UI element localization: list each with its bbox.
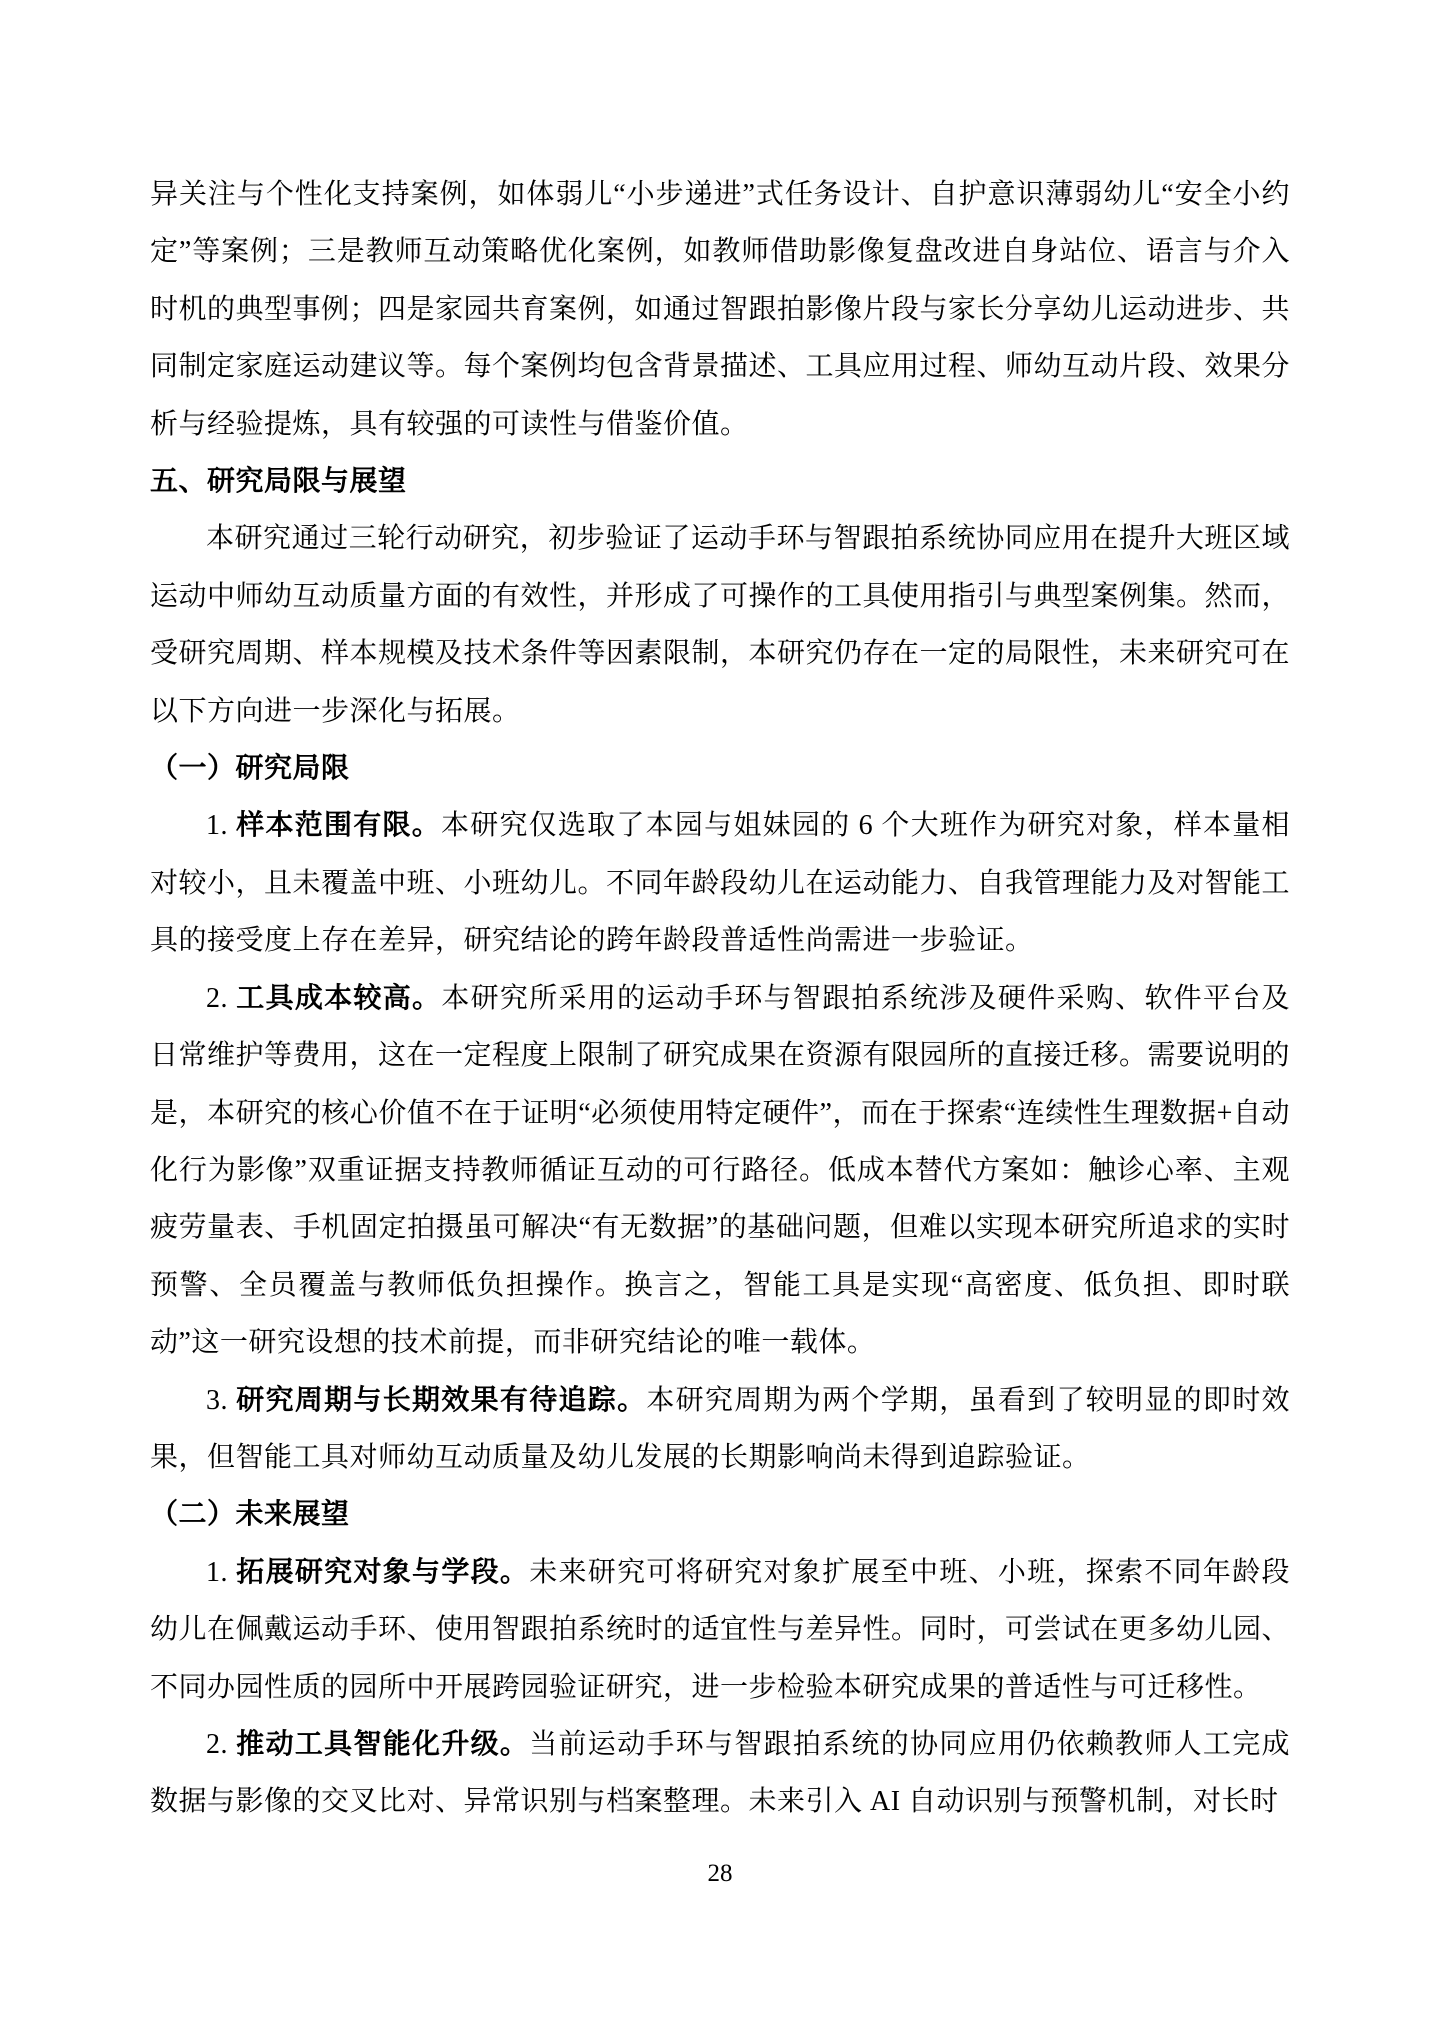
paragraph bbox=[150, 1716, 1290, 1831]
bold-text-run: 推动工具智能化升级。 bbox=[236, 1728, 530, 1760]
page-number: 28 bbox=[707, 1860, 733, 1887]
paragraph bbox=[150, 1544, 1290, 1716]
bold-text-run: 工具成本较高。 bbox=[236, 982, 442, 1014]
text-run: 异关注与个性化支持案例，如体弱儿“小步递进”式任务设计、自护意识薄弱幼儿“安全小约定”等案例；三是教师互动策略优化案例，如教师借助影像复盘改进自身站位、语言与介入时机的典型事例；四是家园共育案例，如通过智跟拍影像片段与家长分享幼儿运动进步、共同制定家庭运动建议等。每个案例均包含背景描述、工具应用过程、师幼互动片段、效果分析与经验提炼，具有较强的可读性与借鉴价值。 bbox=[150, 179, 1291, 440]
section-heading bbox=[150, 453, 1290, 510]
text-run: 3. bbox=[206, 1384, 237, 1416]
text-run: 当前运动手环与智跟拍系统的协同应用仍依赖教师人工完成数据与影像的交叉比对、异常识别与档案整理。未来引入 AI 自动识别与预警机制，对长时 bbox=[150, 1728, 1290, 1818]
text-run: 本研究周期为两个学期，虽看到了较明显的即时效果，但智能工具对师幼互动质量及幼儿发展的长期影响尚未得到追踪验证。 bbox=[150, 1384, 1290, 1473]
text-run: 2. bbox=[206, 982, 237, 1014]
text-run: 本研究通过三轮行动研究，初步验证了运动手环与智跟拍系统协同应用在提升大班区域运动中师幼互动质量方面的有效性，并形成了可操作的工具使用指引与典型案例集。然而，受研究周期、样本规模及技术条件等因素限制，本研究仍存在一定的局限性，未来研究可在以下方向进一步深化与拓展。 bbox=[150, 523, 1291, 727]
bold-text-run: 拓展研究对象与学段。 bbox=[236, 1556, 530, 1588]
bold-text-run: （一）研究局限 bbox=[150, 753, 350, 785]
bold-text-run: 五、研究局限与展望 bbox=[150, 466, 407, 498]
bold-text-run: （二）未来展望 bbox=[150, 1499, 350, 1531]
text-run: 1. bbox=[206, 810, 237, 842]
text-run: 2. bbox=[206, 1728, 237, 1760]
text-run: 本研究所采用的运动手环与智跟拍系统涉及硬件采购、软件平台及日常维护等费用，这在一定程度上限制了研究成果在资源有限园所的直接迁移。需要说明的是，本研究的核心价值不在于证明“必须使用特定硬件”，而在于探索“连续性生理数据+自动化行为影像”双重证据支持教师循证互动的可行路径。低成本替代方案如：触诊心率、主观疲劳量表、手机固定拍摄虽可解决“有无数据”的基础问题，但难以实现本研究所追求的实时预警、全员覆盖与教师低负担操作。换言之，智能工具是实现“高密度、低负担、即时联动”这一研究设想的技术前提，而非研究结论的唯一载体。 bbox=[150, 982, 1291, 1359]
paragraph bbox=[150, 797, 1290, 969]
text-run: 1. bbox=[206, 1556, 237, 1588]
text-run: 本研究仅选取了本园与姐妹园的 6 个大班作为研究对象，样本量相对较小，且未覆盖中班、小班幼儿。不同年龄段幼儿在运动能力、自我管理能力及对智能工具的接受度上存在差异，研究结论的跨年龄段普适性尚需进一步验证。 bbox=[150, 810, 1291, 957]
section-heading bbox=[150, 740, 1290, 797]
bold-text-run: 样本范围有限。 bbox=[236, 810, 441, 842]
paragraph bbox=[150, 970, 1290, 1372]
paragraph bbox=[150, 1372, 1290, 1487]
document-body bbox=[150, 166, 1290, 1831]
text-run: 未来研究可将研究对象扩展至中班、小班，探索不同年龄段幼儿在佩戴运动手环、使用智跟拍系统时的适宜性与差异性。同时，可尝试在更多幼儿园、不同办园性质的园所中开展跨园验证研究，进一步检验本研究成果的普适性与可迁移性。 bbox=[150, 1556, 1291, 1703]
paragraph bbox=[150, 510, 1290, 740]
section-heading bbox=[150, 1486, 1290, 1543]
paragraph bbox=[150, 166, 1290, 453]
bold-text-run: 研究周期与长期效果有待追踪。 bbox=[236, 1384, 647, 1416]
